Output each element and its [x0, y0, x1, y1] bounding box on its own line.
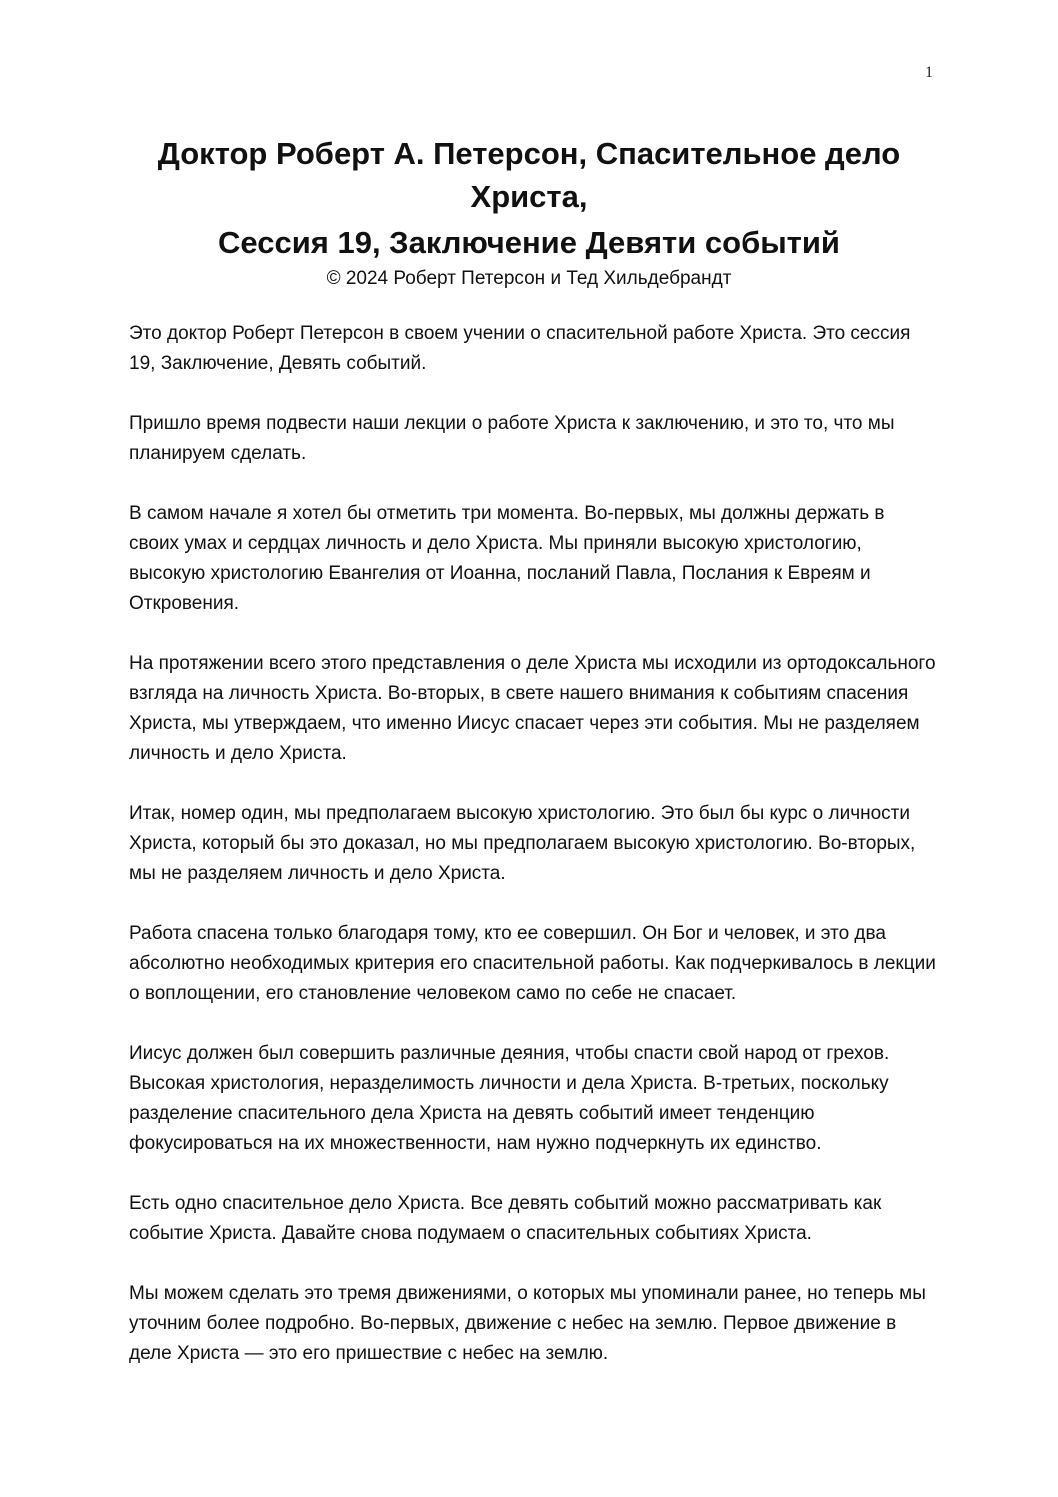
- paragraph: Есть одно спасительное дело Христа. Все девять событий можно рассматривать как событие Христа. Давайте снова подумаем о спасительных событиях Христа.: [129, 1193, 882, 1244]
- title-block: [100, 132, 958, 292]
- page-number: 1: [925, 64, 933, 81]
- paragraph: В самом начале я хотел бы отметить три момента. Во-первых, мы должны держать в своих умах и сердцах личность и дело Христа. Мы приняли высокую христологию, высокую христологию Евангелия от Иоанна, посланий Павла, Послания к Евреям и Откровения.: [129, 503, 885, 614]
- title-line-2: Христа,: [470, 179, 588, 214]
- paragraph: Пришло время подвести наши лекции о работе Христа к заключению, и это то, что мы планируем сделать.: [129, 413, 895, 464]
- title-line-1: Доктор Роберт А. Петерсон, Спасительное дело: [157, 136, 901, 171]
- paragraph: Работа спасена только благодаря тому, кто ее совершил. Он Бог и человек, и это два абсолютно необходимых критерия его спасительной работы. Как подчеркивалось в лекции о воплощении, его становление человеком само по себе не спасает.: [129, 923, 936, 1004]
- title-line-3: Сессия 19, Заключение Девяти событий: [218, 225, 840, 260]
- paragraph: Мы можем сделать это тремя движениями, о которых мы упоминали ранее, но теперь мы уточним более подробно. Во-первых, движение с небес на землю. Первое движение в деле Христа — это его пришествие с небес на землю.: [129, 1283, 926, 1364]
- body-text: [129, 319, 939, 1399]
- copyright-line: © 2024 Роберт Петерсон и Тед Хильдебрандт: [326, 268, 732, 289]
- paragraph: Это доктор Роберт Петерсон в своем учении о спасительной работе Христа. Это сессия 19, Заключение, Девять событий.: [129, 323, 911, 374]
- paragraph: На протяжении всего этого представления о деле Христа мы исходили из ортодоксального взгляда на личность Христа. Во-вторых, в свете нашего внимания к событиям спасения Христа, мы утверждаем, что именно Иисус спасает через эти события. Мы не разделяем личность и дело Христа.: [129, 653, 936, 764]
- paragraph: Итак, номер один, мы предполагаем высокую христологию. Это был бы курс о личности Христа, который бы это доказал, но мы предполагаем высокую христологию. Во-вторых, мы не разделяем личность и дело Христа.: [129, 803, 916, 884]
- paragraph: Иисус должен был совершить различные деяния, чтобы спасти свой народ от грехов. Высокая христология, неразделимость личности и дела Христа. В-третьих, поскольку разделение спасительного дела Христа на девять событий имеет тенденцию фокусироваться на их множественности, нам нужно подчеркнуть их единство.: [129, 1043, 890, 1154]
